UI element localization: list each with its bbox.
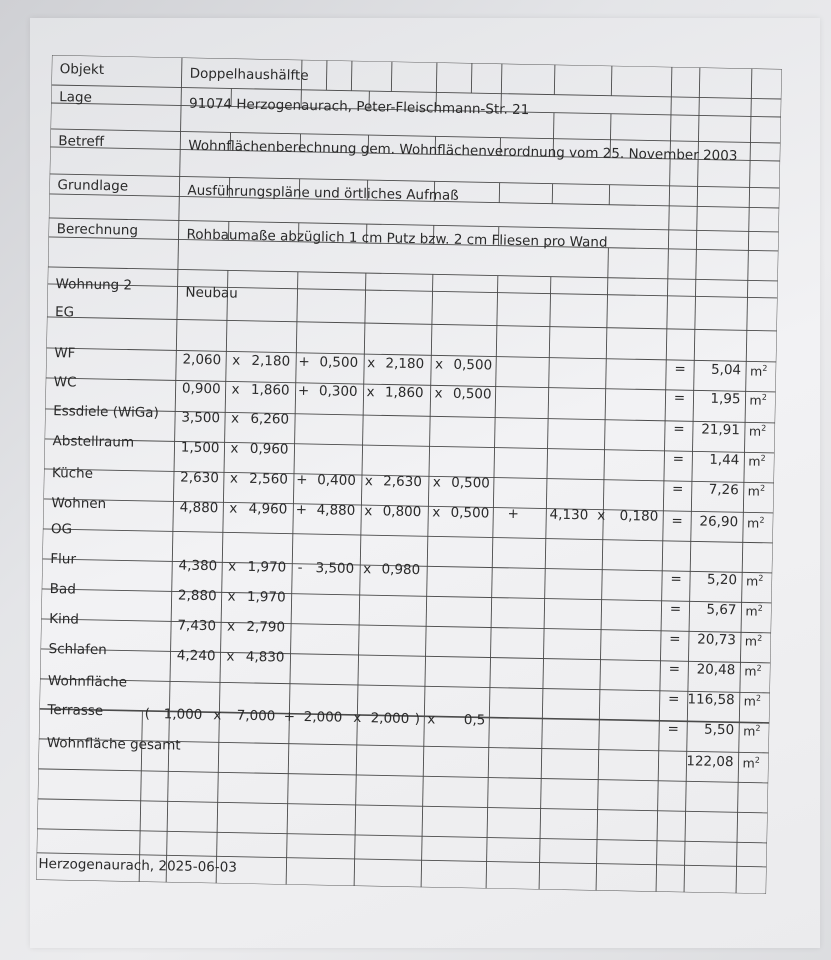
unit-wohnen: $m^2$ [747, 515, 765, 531]
footer-place-date: Herzogenaurach, 2025-06-03 [38, 855, 238, 876]
formula-value-wf-5: 0,500 [453, 356, 493, 374]
formula-operator-wc-2: + [297, 382, 310, 399]
formula-token-terrasse-0: ( [144, 705, 151, 723]
result-terrasse: 5,50 [703, 721, 735, 739]
row-label-wc: WC [53, 374, 77, 391]
objekt-value: Doppelhaushälfte [189, 65, 309, 84]
formula-value-essdiele-2: 6,260 [250, 410, 290, 428]
formula-value-kueche-4: 2,630 [383, 473, 423, 491]
formula-operator-wc-3: x [366, 384, 375, 401]
calculation-table [36, 55, 782, 894]
formula-value-wc-5: 0,500 [452, 385, 492, 403]
unit-bad: $m^2$ [745, 603, 763, 619]
equals-sign-wohnflaeche: = [667, 690, 680, 708]
berechnung-value: Rohbaumaße abzüglich 1 cm Putz bzw. 2 cm Fliesen pro Wand [186, 226, 608, 251]
formula-operator-wohnen-2: + [295, 501, 308, 518]
row-label-essdiele: Essdiele (WiGa) [53, 403, 159, 422]
objekt-label: Objekt [59, 61, 105, 79]
row-label-wf: WF [54, 345, 76, 362]
formula-value-kueche-5: 0,500 [451, 474, 491, 492]
formula-value-flur-4: 0,980 [381, 561, 421, 579]
formula-operator-wf-2: + [298, 353, 310, 371]
betreff-value: Wohnflächenberechnung gem. Wohnflächenverordnung vom 25. November 2003 [188, 137, 738, 165]
formula-value-wc-2: 1,860 [250, 381, 290, 399]
result-abstell: 1,44 [709, 451, 740, 469]
result-bad: 5,67 [706, 601, 737, 619]
og-heading: OG [50, 521, 73, 538]
lage-value: 91074 Herzogenaurach, Peter-Fleischmann-Str. 21 [188, 95, 530, 119]
formula-operator-kueche-1: x [229, 470, 239, 487]
unit-kind: $m^2$ [744, 633, 763, 649]
equals-sign-abstell: = [672, 450, 685, 468]
formula-operator-kueche-3: x [364, 473, 374, 490]
equals-sign-schlafen: = [668, 660, 681, 678]
formula-value-bad-1: 2,880 [177, 587, 217, 605]
formula-value-wohnen-5: 0,500 [450, 504, 490, 522]
equals-sign-kind: = [669, 630, 681, 648]
formula-value-wohnen-6: 4,130 [549, 506, 589, 524]
unit-wc: $m^2$ [749, 392, 767, 408]
grundlage-value: Ausführungspläne und örtliches Aufmaß [187, 182, 459, 204]
lage-label: Lage [59, 89, 93, 106]
formula-value-kueche-1: 2,630 [180, 469, 220, 487]
formula-token-terrasse-9: x [427, 711, 436, 728]
row-label-terrasse: Terrasse [47, 702, 104, 720]
row-label-kueche: Küche [51, 465, 94, 482]
formula-operator-bad-1: x [227, 588, 236, 605]
result-flur: 5,20 [706, 571, 738, 589]
equals-sign-kueche: = [671, 480, 684, 498]
formula-operator-wohnen-4: x [432, 504, 441, 521]
result-essdiele: 21,91 [701, 421, 741, 439]
formula-value-bad-2: 1,970 [246, 588, 286, 606]
equals-sign-wf: = [674, 361, 686, 378]
formula-value-schlafen-1: 4,240 [176, 647, 216, 665]
formula-value-wohnen-1: 4,880 [179, 499, 219, 517]
result-wc: 1,95 [710, 390, 741, 408]
formula-operator-kind-1: x [226, 618, 236, 635]
formula-value-wohnen-3: 4,880 [316, 502, 356, 519]
formula-operator-abstell-1: x [230, 440, 239, 457]
formula-value-wc-1: 0,900 [181, 380, 221, 398]
result-schlafen: 20,48 [696, 661, 736, 679]
formula-value-wc-3: 0,300 [318, 383, 358, 400]
formula-token-terrasse-7: 2,000 [370, 710, 410, 727]
formula-value-abstell-2: 0,960 [249, 440, 289, 458]
row-label-bad: Bad [49, 581, 77, 598]
row-label-wohnen: Wohnen [51, 495, 107, 513]
unit-wf: $m^2$ [749, 363, 768, 379]
equals-sign-wohnen: = [671, 512, 683, 530]
formula-value-wf-2: 2,180 [251, 352, 291, 370]
formula-value-kueche-3: 0,400 [317, 472, 357, 489]
formula-operator-wohnen-5: + [507, 505, 520, 523]
formula-value-wc-4: 1,860 [384, 384, 424, 402]
result-gesamt: 122,08 [686, 753, 734, 771]
formula-operator-flur-2: - [297, 559, 303, 576]
formula-token-terrasse-3: 7,000 [236, 707, 276, 725]
row-label-gesamt: Wohnfläche gesamt [46, 735, 181, 754]
equals-sign-bad: = [669, 600, 682, 618]
unit-terrasse: $m^2$ [743, 723, 761, 739]
berechnung-label: Berechnung [56, 221, 139, 239]
row-label-kind: Kind [49, 611, 80, 628]
formula-token-terrasse-2: x [213, 707, 222, 724]
formula-value-flur-1: 4,380 [178, 557, 218, 575]
formula-operator-schlafen-1: x [226, 648, 235, 665]
unit-kueche: $m^2$ [747, 483, 766, 499]
row-label-wohnflaeche: Wohnfläche [47, 673, 128, 691]
unit-flur: $m^2$ [745, 573, 764, 589]
formula-value-wohnen-7: 0,180 [619, 507, 659, 525]
result-wohnflaeche: 116,58 [687, 691, 735, 709]
formula-operator-wf-3: x [366, 355, 376, 372]
result-wohnen: 26,90 [699, 513, 739, 531]
formula-token-terrasse-5: 2,000 [303, 708, 343, 726]
result-kueche: 7,26 [708, 481, 739, 499]
unit-abstell: $m^2$ [748, 453, 766, 469]
formula-value-wf-1: 2,060 [182, 351, 222, 369]
grundlage-label: Grundlage [57, 177, 129, 195]
formula-token-terrasse-1: 1,000 [163, 706, 203, 724]
formula-value-wf-3: 0,500 [319, 354, 359, 371]
formula-operator-flur-1: x [228, 558, 237, 575]
formula-value-kind-1: 7,430 [177, 617, 217, 635]
equals-sign-flur: = [670, 570, 682, 588]
row-label-flur: Flur [50, 551, 77, 568]
formula-token-terrasse-8: ) [414, 711, 421, 728]
formula-operator-wohnen-3: x [364, 503, 373, 520]
formula-operator-wohnen-6: x [597, 507, 606, 524]
wohnung-title: Wohnung 2 [55, 276, 133, 294]
formula-operator-kueche-2: + [296, 471, 308, 488]
formula-value-wohnen-4: 0,800 [382, 503, 422, 521]
formula-value-flur-2: 1,970 [247, 558, 287, 576]
formula-operator-kueche-4: x [432, 474, 442, 491]
formula-value-essdiele-1: 3,500 [181, 409, 221, 427]
formula-value-wf-4: 2,180 [385, 355, 425, 373]
row-label-abstell: Abstellraum [52, 433, 135, 451]
equals-sign-terrasse: = [667, 720, 679, 738]
formula-operator-wf-4: x [434, 356, 444, 373]
unit-wohnflaeche: $m^2$ [743, 693, 762, 709]
betreff-label: Betreff [58, 133, 105, 151]
unit-essdiele: $m^2$ [748, 423, 767, 439]
formula-operator-essdiele-1: x [230, 410, 240, 427]
formula-operator-wc-4: x [434, 385, 443, 402]
formula-operator-flur-3: x [363, 561, 372, 578]
formula-operator-wc-1: x [231, 381, 240, 398]
formula-token-terrasse-4: + [283, 708, 296, 725]
result-kind: 20,73 [697, 631, 737, 649]
formula-token-terrasse-6: x [353, 709, 362, 727]
formula-value-flur-3: 3,500 [315, 560, 355, 577]
result-wf: 5,04 [710, 361, 742, 379]
unit-schlafen: $m^2$ [744, 663, 762, 679]
formula-value-kind-2: 2,790 [246, 618, 286, 636]
formula-value-schlafen-2: 4,830 [245, 648, 285, 666]
wohnung-type: Neubau [185, 284, 238, 302]
eg-heading: EG [54, 304, 75, 321]
equals-sign-wc: = [673, 390, 686, 407]
formula-operator-wf-1: x [232, 352, 241, 369]
formula-value-wohnen-2: 4,960 [248, 500, 288, 518]
unit-gesamt: $m^2$ [742, 755, 760, 771]
formula-token-terrasse-10: 0,5 [463, 712, 486, 729]
equals-sign-essdiele: = [673, 420, 685, 438]
formula-value-abstell-1: 1,500 [180, 439, 220, 457]
row-label-schlafen: Schlafen [48, 641, 107, 659]
formula-value-kueche-2: 2,560 [249, 470, 289, 488]
formula-operator-wohnen-1: x [229, 500, 238, 517]
